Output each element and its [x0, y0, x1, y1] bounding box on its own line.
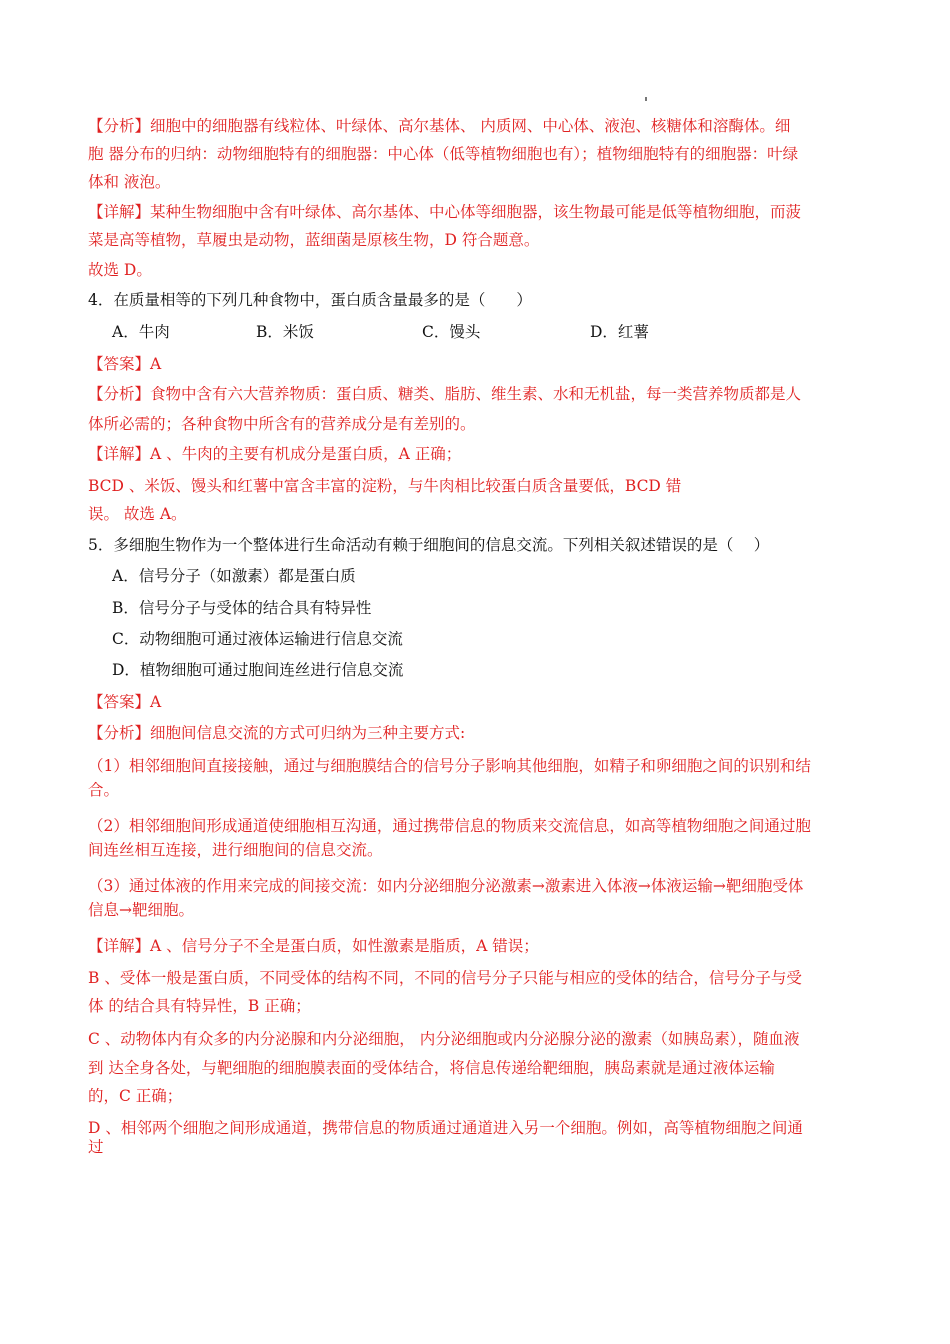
q5-detail-line-8: 过 [88, 1138, 104, 1156]
q5-option-d: D．植物细胞可通过胞间连丝进行信息交流 [112, 661, 404, 679]
q3-choice: 故选 D。 [88, 261, 152, 279]
q5-stem: 5．多细胞生物作为一个整体进行生命活动有赖于细胞间的信息交流。下列相关叙述错误的是（ ） [88, 536, 770, 554]
q3-detail-line-1: 【详解】某种生物细胞中含有叶绿体、高尔基体、中心体等细胞器，该生物最可能是低等植物细胞，而菠 [88, 203, 802, 221]
q5-analysis-point-1a: （1）相邻细胞间直接接触，通过与细胞膜结合的信号分子影响其他细胞，如精子和卵细胞之间的识别和结 [88, 757, 811, 775]
page-mark [645, 97, 647, 101]
q4-option-c: C．馒头 [422, 323, 481, 341]
q4-detail-line-2: BCD 、米饭、馒头和红薯中富含丰富的淀粉，与牛肉相比较蛋白质含量要低，BCD 错 [88, 477, 682, 495]
q4-option-b: B．米饭 [256, 323, 314, 341]
q3-analysis-line-3: 体和 液泡。 [88, 173, 171, 191]
q4-detail-line-3: 误。 故选 A。 [88, 505, 187, 523]
q5-detail-line-2: B 、受体一般是蛋白质，不同受体的结构不同，不同的信号分子只能与相应的受体的结合，信号分子与受 [88, 969, 802, 987]
q4-option-a: A．牛肉 [112, 323, 170, 341]
q5-option-a: A．信号分子（如激素）都是蛋白质 [112, 567, 356, 585]
q3-detail-line-2: 菜是高等植物，草履虫是动物，蓝细菌是原核生物，D 符合题意。 [88, 231, 540, 249]
q5-analysis-point-3b: 信息→靶细胞。 [88, 901, 194, 919]
q5-analysis-point-2b: 间连丝相互连接，进行细胞间的信息交流。 [88, 841, 383, 859]
q5-detail-line-1: 【详解】A 、信号分子不全是蛋白质，如性激素是脂质，A 错误； [88, 937, 539, 955]
q3-analysis-line-1: 【分析】细胞中的细胞器有线粒体、叶绿体、高尔基体、 内质网、中心体、液泡、核糖体和溶酶体。细 [88, 117, 791, 135]
q5-analysis-point-1b: 合。 [88, 781, 120, 799]
q5-detail-line-5: 到 达全身各处，与靶细胞的细胞膜表面的受体结合，将信息传递给靶细胞，胰岛素就是通过液体运输 [88, 1059, 775, 1077]
q4-analysis-line-2: 体所必需的；各种食物中所含有的营养成分是有差别的。 [88, 415, 476, 433]
q4-analysis-line-1: 【分析】食物中含有六大营养物质：蛋白质、糖类、脂肪、维生素、水和无机盐，每一类营养物质都是人 [88, 385, 802, 403]
q5-detail-line-4: C 、动物体内有众多的内分泌腺和内分泌细胞， 内分泌细胞或内分泌腺分泌的激素（如胰岛素），随血液 [88, 1030, 800, 1048]
q4-stem: 4．在质量相等的下列几种食物中，蛋白质含量最多的是（ ） [88, 291, 532, 309]
q5-analysis-point-3a: （3）通过体液的作用来完成的间接交流：如内分泌细胞分泌激素→激素进入体液→体液运输→靶细胞受体 [88, 877, 804, 895]
q5-analysis-title: 【分析】细胞间信息交流的方式可归纳为三种主要方式: [88, 724, 466, 742]
q5-option-c: C．动物细胞可通过液体运输进行信息交流 [112, 630, 403, 648]
q5-detail-line-6: 的，C 正确； [88, 1087, 183, 1105]
q3-analysis-line-2: 胞 器分布的归纳：动物细胞特有的细胞器：中心体（低等植物细胞也有）；植物细胞特有的细胞器：叶绿 [88, 145, 799, 163]
q5-option-b: B．信号分子与受体的结合具有特异性 [112, 599, 372, 617]
q4-option-d: D．红薯 [590, 323, 649, 341]
q4-answer: 【答案】A [88, 355, 162, 373]
q5-detail-line-3: 体 的结合具有特异性，B 正确； [88, 997, 311, 1015]
q5-detail-line-7: D 、相邻两个细胞之间形成通道，携带信息的物质通过通道进入另一个细胞。例如，高等植物细胞之间通 [88, 1119, 803, 1137]
q5-analysis-point-2a: （2）相邻细胞间形成通道使细胞相互沟通，通过携带信息的物质来交流信息，如高等植物细胞之间通过胞 [88, 817, 811, 835]
q5-answer: 【答案】A [88, 693, 162, 711]
q4-detail-line-1: 【详解】A 、牛肉的主要有机成分是蛋白质，A 正确； [88, 445, 462, 463]
